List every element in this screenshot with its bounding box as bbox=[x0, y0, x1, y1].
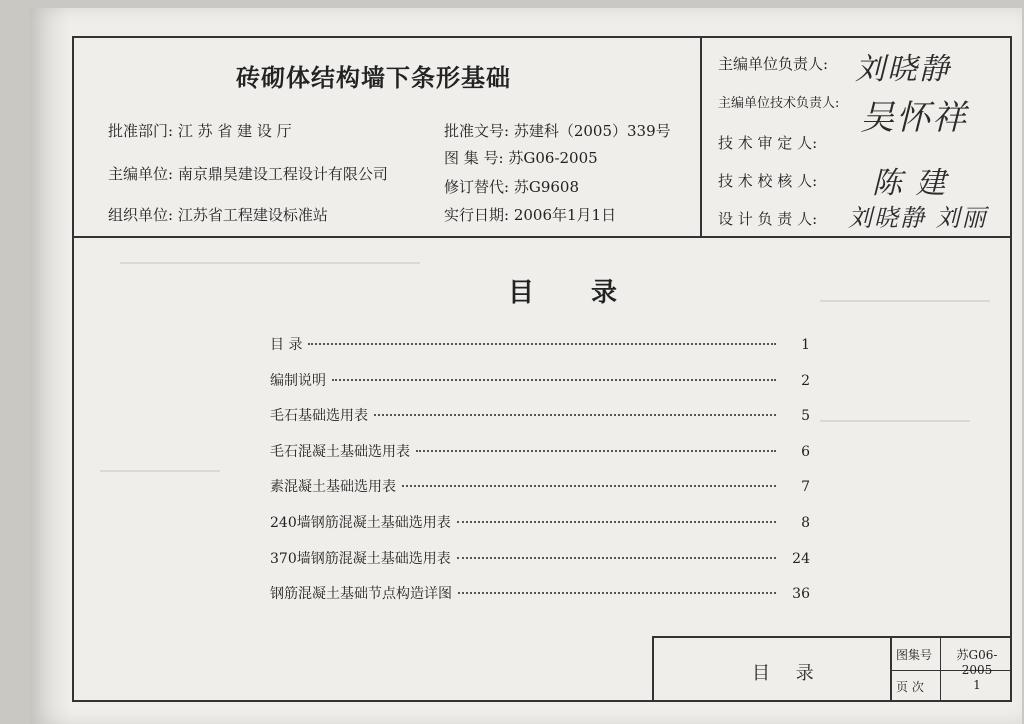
toc-item-240-wall-foundation[interactable] bbox=[270, 512, 810, 548]
effective-date-value: 2006年1月1日 bbox=[513, 206, 617, 224]
toc-item-page: 24 bbox=[792, 550, 810, 567]
approval-dept-label: 批准部门: bbox=[108, 122, 174, 140]
toc-item-page: 6 bbox=[801, 443, 810, 460]
signature-designer: 刘晓静 刘丽 bbox=[848, 204, 988, 232]
approval-doc-label: 批准文号: bbox=[444, 122, 510, 140]
footer-page-value: 1 bbox=[973, 678, 981, 692]
toc-item-page: 1 bbox=[801, 337, 810, 353]
footer-atlas-row bbox=[892, 638, 1012, 677]
signature-checker: 陈 建 bbox=[872, 166, 948, 201]
approval-doc bbox=[444, 120, 671, 141]
toc-item-instructions[interactable] bbox=[270, 370, 810, 406]
footer-cell-divider bbox=[940, 670, 941, 702]
toc-leader-dots bbox=[416, 450, 776, 452]
table-of-contents bbox=[270, 334, 810, 619]
toc-item-page: 8 bbox=[801, 514, 810, 531]
toc-item-label: 毛石混凝土基础选用表 bbox=[270, 443, 410, 460]
signer-label-reviewer: 技 术 审 定 人: bbox=[718, 134, 818, 152]
toc-item-page: 36 bbox=[792, 586, 810, 603]
revision-label: 修订替代: bbox=[444, 178, 510, 196]
org-unit-label: 组织单位: bbox=[108, 206, 174, 224]
toc-item-page: 2 bbox=[801, 372, 810, 389]
signer-label-chief-editor: 主编单位负责人: bbox=[718, 55, 829, 73]
effective-date bbox=[444, 204, 616, 225]
revision bbox=[444, 176, 579, 197]
footer-title: 目 录 bbox=[752, 663, 824, 684]
document-title: 砖砌体结构墙下条形基础 bbox=[236, 63, 511, 92]
atlas-number-label: 图 集 号: bbox=[444, 149, 504, 167]
toc-item-label: 素混凝土基础选用表 bbox=[270, 479, 396, 496]
approval-doc-value: 苏建科（2005）339号 bbox=[513, 122, 671, 140]
footer-page-label: 页 次 bbox=[896, 680, 924, 694]
toc-leader-dots bbox=[374, 414, 776, 416]
toc-leader-dots bbox=[308, 343, 776, 345]
toc-item-rubble-foundation[interactable] bbox=[270, 405, 810, 441]
toc-item-plain-concrete-foundation[interactable] bbox=[270, 476, 810, 512]
toc-leader-dots bbox=[402, 485, 776, 487]
title-block-divider bbox=[700, 38, 702, 236]
signer-label-checker: 技 术 校 核 人: bbox=[718, 172, 818, 190]
footer-cell-divider bbox=[940, 638, 941, 670]
approval-dept bbox=[108, 120, 292, 141]
toc-item-label: 编制说明 bbox=[270, 372, 326, 389]
revision-value: 苏G9608 bbox=[513, 178, 580, 196]
org-unit-value: 江苏省工程建设标准站 bbox=[177, 206, 328, 224]
toc-item-label: 钢筋混凝土基础节点构造详图 bbox=[270, 586, 452, 603]
signer-label-technical-chief: 主编单位技术负责人: bbox=[718, 96, 840, 111]
footer-page-row bbox=[892, 670, 1012, 702]
editor-unit-value: 南京鼎昊建设工程设计有限公司 bbox=[177, 165, 388, 183]
toc-item-page: 5 bbox=[801, 408, 810, 425]
atlas-number-value: 苏G06-2005 bbox=[508, 149, 598, 167]
toc-item-label: 目 录 bbox=[270, 337, 303, 353]
signature-technical-chief: 吴怀祥 bbox=[860, 98, 968, 138]
signature-chief-editor: 刘晓静 bbox=[855, 52, 951, 87]
editor-unit bbox=[108, 163, 388, 184]
toc-leader-dots bbox=[332, 379, 776, 381]
footer-atlas-label: 图集号 bbox=[896, 648, 933, 662]
footer-atlas-value: 苏G06-2005 bbox=[956, 648, 998, 677]
footer-info-grid bbox=[890, 638, 1012, 702]
toc-leader-dots bbox=[457, 521, 776, 523]
effective-date-label: 实行日期: bbox=[444, 206, 510, 224]
atlas-number bbox=[444, 147, 598, 168]
toc-item-370-wall-foundation[interactable] bbox=[270, 548, 810, 584]
editor-unit-label: 主编单位: bbox=[108, 165, 174, 183]
toc-item-page: 7 bbox=[801, 479, 810, 496]
toc-item-node-details[interactable] bbox=[270, 583, 810, 619]
toc-heading: 目 录 bbox=[508, 278, 642, 308]
toc-item-label: 370墙钢筋混凝土基础选用表 bbox=[270, 550, 451, 567]
toc-leader-dots bbox=[458, 592, 776, 594]
org-unit bbox=[108, 204, 328, 225]
toc-leader-dots bbox=[457, 557, 776, 559]
signer-label-designer: 设 计 负 责 人: bbox=[718, 210, 818, 228]
toc-item-label: 240墙钢筋混凝土基础选用表 bbox=[270, 514, 451, 531]
approval-dept-value: 江 苏 省 建 设 厅 bbox=[177, 122, 292, 140]
toc-item-rubble-concrete-foundation[interactable] bbox=[270, 441, 810, 477]
toc-item-label: 毛石基础选用表 bbox=[270, 408, 368, 425]
toc-item-contents[interactable] bbox=[270, 334, 810, 370]
